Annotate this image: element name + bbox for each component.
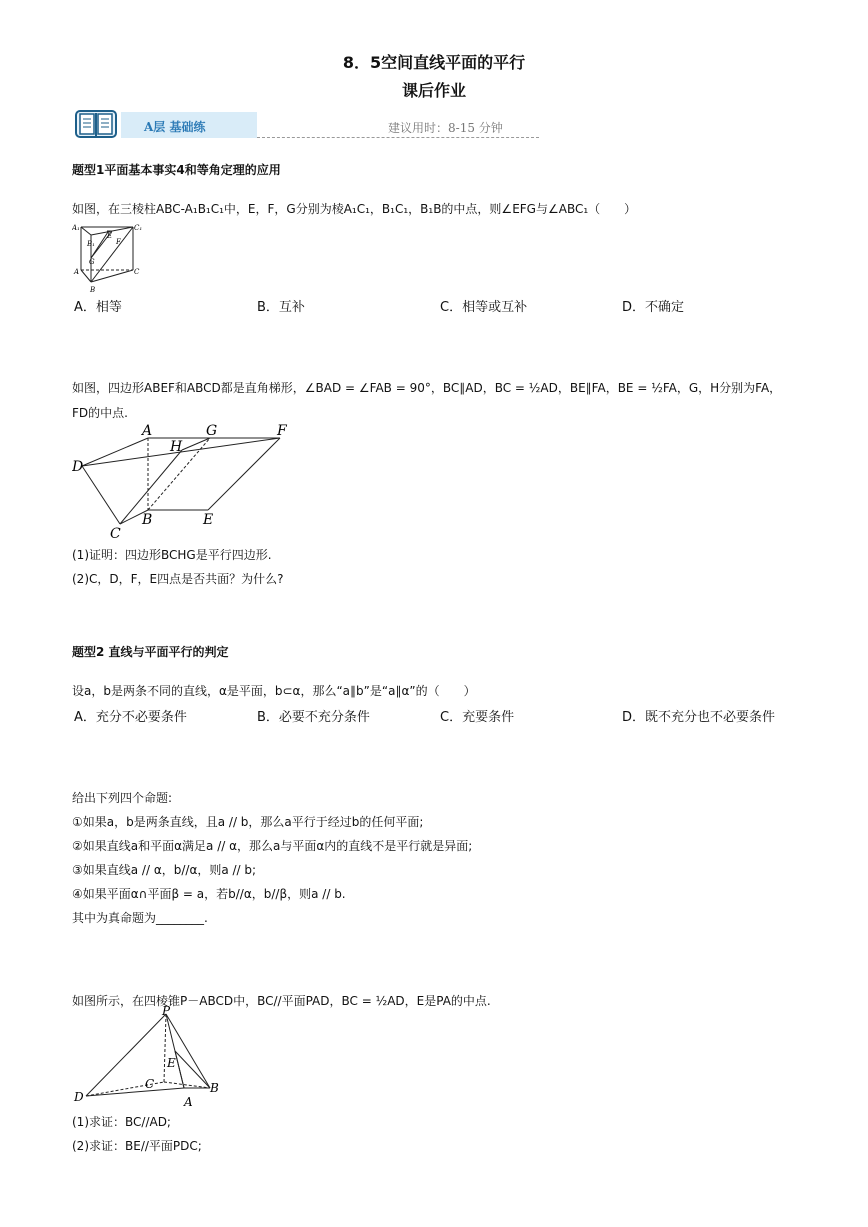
suggested-time: 建议用时：8-15 分钟 (388, 121, 503, 135)
question-5-part-2: (2)求证：BE//平面PDC; (72, 1139, 202, 1153)
question-3-stem: 设a，b是两条不同的直线，α是平面，b⊂α，那么“a∥b”是“a∥α”的（ ） (72, 684, 476, 698)
q3-option-b: B．必要不充分条件 (257, 710, 370, 725)
proposition-1: ①如果a，b是两条直线，且a // b，那么a平行于经过b的任何平面; (72, 815, 424, 829)
banner-divider (257, 137, 539, 138)
label-H: H (170, 439, 183, 455)
label-A: A (74, 268, 80, 276)
trapezoid-figure (72, 420, 302, 544)
label-E: E (167, 1056, 176, 1070)
label-F: F (116, 238, 121, 246)
question-1-stem: 如图，在三棱柱ABC-A₁B₁C₁中，E，F，G分别为棱A₁C₁，B₁C₁，B₁B的中点，则∠EFG与∠ABC₁（ ） (72, 202, 637, 216)
label-A1: A₁ (72, 224, 80, 232)
question-2-part-2: (2)C，D，F，E四点是否共面？为什么? (72, 572, 284, 586)
pyramid-figure (72, 1006, 222, 1110)
question-2-stem-line1: 如图，四边形ABEF和ABCD都是直角梯形，∠BAD = ∠FAB = 90°，BC∥AD，BC = ½AD，BE∥FA，BE = ½FA，G，H分别为FA， (72, 381, 782, 395)
book-icon (74, 108, 118, 140)
label-C: C (110, 526, 121, 542)
q1-option-b: B．互补 (257, 300, 305, 315)
label-C: C (134, 268, 140, 276)
label-C: C (145, 1077, 155, 1091)
label-E: E (107, 232, 113, 240)
label-D: D (74, 1090, 84, 1104)
question-2-stem-line2: FD的中点. (72, 406, 128, 420)
label-D: D (72, 459, 84, 475)
label-G: G (89, 258, 95, 266)
label-B: B (90, 286, 96, 294)
label-B: B (142, 512, 153, 528)
question-5-part-1: (1)求证：BC//AD; (72, 1115, 171, 1129)
label-C1: C₁ (134, 224, 143, 232)
section-heading-1: 题型1平面基本事实4和等角定理的应用 (72, 163, 281, 177)
q1-option-c: C．相等或互补 (440, 300, 528, 315)
label-E: E (203, 512, 214, 528)
level-label: A层 基础练 (144, 120, 206, 134)
page-subtitle: 课后作业 (401, 81, 466, 100)
question-4-intro: 给出下列四个命题: (72, 791, 173, 805)
label-A: A (142, 423, 153, 439)
proposition-3: ③如果直线a // α，b//α，则a // b; (72, 863, 257, 877)
q3-option-a: A．充分不必要条件 (74, 710, 187, 725)
question-2-part-1: (1)证明：四边形BCHG是平行四边形. (72, 548, 272, 562)
section-heading-2: 题型2 直线与平面平行的判定 (72, 645, 229, 659)
proposition-2: ②如果直线a和平面α满足a // α，那么a与平面α内的直线不是平行就是异面; (72, 839, 473, 853)
question-4-ask: 其中为真命题为________. (72, 911, 208, 925)
label-F: F (277, 423, 287, 439)
label-P: P (162, 1006, 171, 1018)
prism-figure (72, 220, 144, 296)
label-A: A (184, 1095, 193, 1109)
label-B1: B₁ (87, 240, 95, 248)
q3-option-c: C．充要条件 (440, 710, 515, 725)
proposition-4: ④如果平面α∩平面β = a，若b//α，b//β，则a // b. (72, 887, 346, 901)
label-G: G (206, 423, 218, 439)
q1-option-d: D．不确定 (622, 300, 685, 315)
q1-option-a: A．相等 (74, 300, 122, 315)
question-5-stem: 如图所示，在四棱锥P－ABCD中，BC//平面PAD，BC = ½AD，E是PA的中点. (72, 994, 491, 1008)
label-B: B (210, 1081, 219, 1095)
q3-option-d: D．既不充分也不必要条件 (622, 710, 776, 725)
page-title: 8．5空间直线平面的平行 (342, 53, 526, 72)
